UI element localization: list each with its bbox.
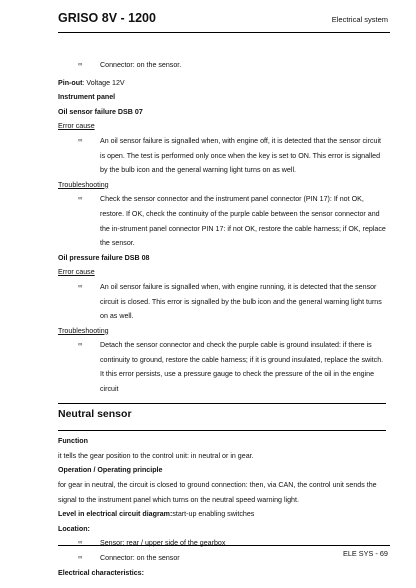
header-divider bbox=[58, 32, 390, 33]
infinity-bullet-icon: ∞ bbox=[78, 136, 83, 144]
list-item bbox=[58, 192, 386, 250]
infinity-bullet-icon: ∞ bbox=[78, 341, 83, 349]
error-cause-label: Error cause bbox=[58, 122, 95, 131]
document-title: GRISO 8V - 1200 bbox=[58, 11, 156, 25]
infinity-bullet-icon: ∞ bbox=[78, 539, 83, 547]
instrument-panel-heading: Instrument panel bbox=[58, 93, 116, 102]
connector-text: Connector: on the sensor. bbox=[100, 61, 182, 69]
location-label: Location: bbox=[58, 524, 90, 533]
troubleshooting-text: Detach the sensor connector and check the purple cable is ground insulated: if there is continuity to ground, restore the cable harness; if it is ground insulated, replace the switch. It this error persists, use a pressure gauge to check the pressure of the oil in the engine circuit bbox=[100, 341, 384, 394]
electrical-characteristics-label: Electrical characteristics: bbox=[58, 568, 144, 577]
list-item bbox=[58, 134, 386, 178]
operation-label: Operation / Operating principle bbox=[58, 466, 163, 475]
level-label: Level in electrical circuit diagram: bbox=[58, 510, 173, 519]
error-cause-text: An oil sensor failure is signalled when, with engine off, it is detected that the sensor circuit is open. The test is performed only once when the key is set to ON. This error is signalled by the bulb icon and the general warning light turns on as well. bbox=[100, 136, 382, 175]
oil-pressure-failure-heading: Oil pressure failure DSB 08 bbox=[58, 253, 150, 262]
infinity-bullet-icon: ∞ bbox=[78, 282, 83, 290]
section-name: Electrical system bbox=[331, 15, 388, 24]
list-item bbox=[58, 58, 386, 73]
section-heading: Neutral sensor bbox=[58, 404, 386, 432]
infinity-bullet-icon: ∞ bbox=[78, 554, 83, 561]
list-item bbox=[58, 280, 386, 324]
pinout-value: : Voltage 12V bbox=[82, 78, 125, 87]
location-item: Sensor: rear / upper side of the gearbox bbox=[100, 539, 226, 548]
operation-text: for gear in neutral, the circuit is closed to ground connection: then, via CAN, the control unit sends the signal to the instrument panel which turns on the neutral speed warning light. bbox=[58, 481, 377, 504]
troubleshooting-label: Troubleshooting bbox=[58, 326, 109, 335]
location-item: Connector: on the sensor bbox=[100, 554, 180, 562]
function-label: Function bbox=[58, 437, 88, 446]
list-item bbox=[58, 551, 386, 566]
infinity-bullet-icon: ∞ bbox=[78, 61, 83, 68]
page-body bbox=[58, 58, 386, 580]
infinity-bullet-icon: ∞ bbox=[78, 195, 83, 203]
oil-sensor-failure-heading: Oil sensor failure DSB 07 bbox=[58, 107, 143, 116]
function-text: it tells the gear position to the control unit: in neutral or in gear. bbox=[58, 451, 254, 460]
level-value: start-up enabling switches bbox=[172, 510, 255, 519]
pinout-line bbox=[58, 76, 386, 91]
troubleshooting-label: Troubleshooting bbox=[58, 180, 109, 189]
level-line bbox=[58, 507, 386, 522]
error-cause-label: Error cause bbox=[58, 268, 95, 277]
list-item bbox=[58, 536, 386, 551]
list-item bbox=[58, 338, 386, 396]
page-number: ELE SYS - 69 bbox=[342, 549, 388, 558]
pinout-label: Pin-out bbox=[58, 78, 83, 87]
error-cause-text: An oil sensor failure is signalled when, with engine running, it is detected that the sensor circuit is closed. This error is signalled by the bulb icon and the general warning light turns on as well. bbox=[100, 282, 382, 321]
footer-divider bbox=[58, 545, 390, 546]
troubleshooting-text: Check the sensor connector and the instrument panel connector (PIN 17): If not OK, restore. If OK, check the continuity of the purple cable between the sensor connector and the in-strument panel connector PIN 17: if not OK, restore the cable harness; if OK, replace the sensor. bbox=[100, 195, 386, 248]
